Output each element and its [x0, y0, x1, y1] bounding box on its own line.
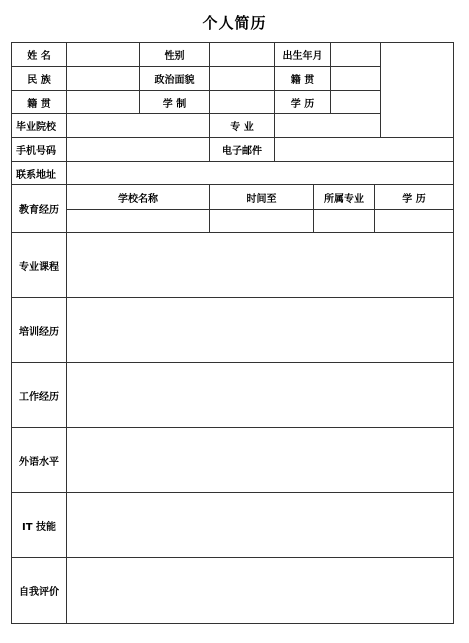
it-skills-label: IT 技能	[21, 521, 57, 533]
native2-label: 籍 贯	[27, 98, 51, 110]
ethnicity-field[interactable]	[67, 67, 139, 90]
length-label: 学 制	[162, 98, 187, 110]
ethnicity-label: 民 族	[27, 75, 51, 86]
edu-major-field[interactable]	[314, 210, 374, 232]
name-label: 姓 名	[27, 51, 51, 62]
phone-field[interactable]	[67, 138, 209, 161]
gender-field[interactable]	[210, 43, 274, 66]
native2-field[interactable]	[67, 91, 139, 113]
address-label: 联系地址	[16, 169, 56, 181]
edu-degree-field[interactable]	[375, 210, 453, 232]
email-field[interactable]	[275, 138, 453, 161]
edu-header-school: 学校名称	[118, 193, 158, 205]
email-label: 电子邮件	[222, 146, 262, 157]
training-label: 培训经历	[19, 326, 59, 338]
political-field[interactable]	[210, 67, 274, 90]
training-field[interactable]	[67, 298, 453, 362]
language-label: 外语水平	[19, 456, 59, 468]
address-field[interactable]	[67, 162, 453, 184]
edu-period-field[interactable]	[210, 210, 313, 232]
length-field[interactable]	[210, 91, 274, 113]
work-label: 工作经历	[19, 391, 59, 403]
major-field[interactable]	[275, 114, 380, 137]
school-field[interactable]	[67, 114, 209, 137]
edu-school-field[interactable]	[67, 210, 209, 232]
edu-header-major: 所属专业	[324, 193, 364, 205]
it-skills-field[interactable]	[67, 493, 453, 557]
degree-field[interactable]	[331, 91, 380, 113]
page-title: 个人简历	[202, 14, 267, 32]
table-border-right	[453, 42, 454, 624]
self-evaluation-field[interactable]	[67, 558, 453, 623]
table-border-bottom	[11, 623, 454, 624]
work-field[interactable]	[67, 363, 453, 427]
political-label: 政治面貌	[154, 75, 195, 86]
birth-field[interactable]	[331, 43, 380, 66]
name-field[interactable]	[67, 43, 139, 66]
school-label: 毕业院校	[16, 122, 56, 133]
self-evaluation-label: 自我评价	[19, 587, 59, 598]
major-label: 专 业	[230, 122, 254, 133]
gender-label: 性别	[164, 51, 185, 62]
degree-label: 学 历	[290, 98, 315, 110]
courses-label: 专业课程	[19, 261, 59, 273]
native-field[interactable]	[331, 67, 380, 90]
birth-label: 出生年月	[282, 51, 323, 62]
edu-header-period: 时间至	[246, 193, 277, 205]
phone-label: 手机号码	[16, 146, 56, 157]
language-field[interactable]	[67, 428, 453, 492]
education-label: 教育经历	[19, 205, 59, 216]
courses-field[interactable]	[67, 233, 453, 297]
photo-area[interactable]	[381, 43, 453, 137]
edu-header-degree: 学 历	[402, 193, 426, 205]
native-label: 籍 贯	[290, 75, 315, 86]
